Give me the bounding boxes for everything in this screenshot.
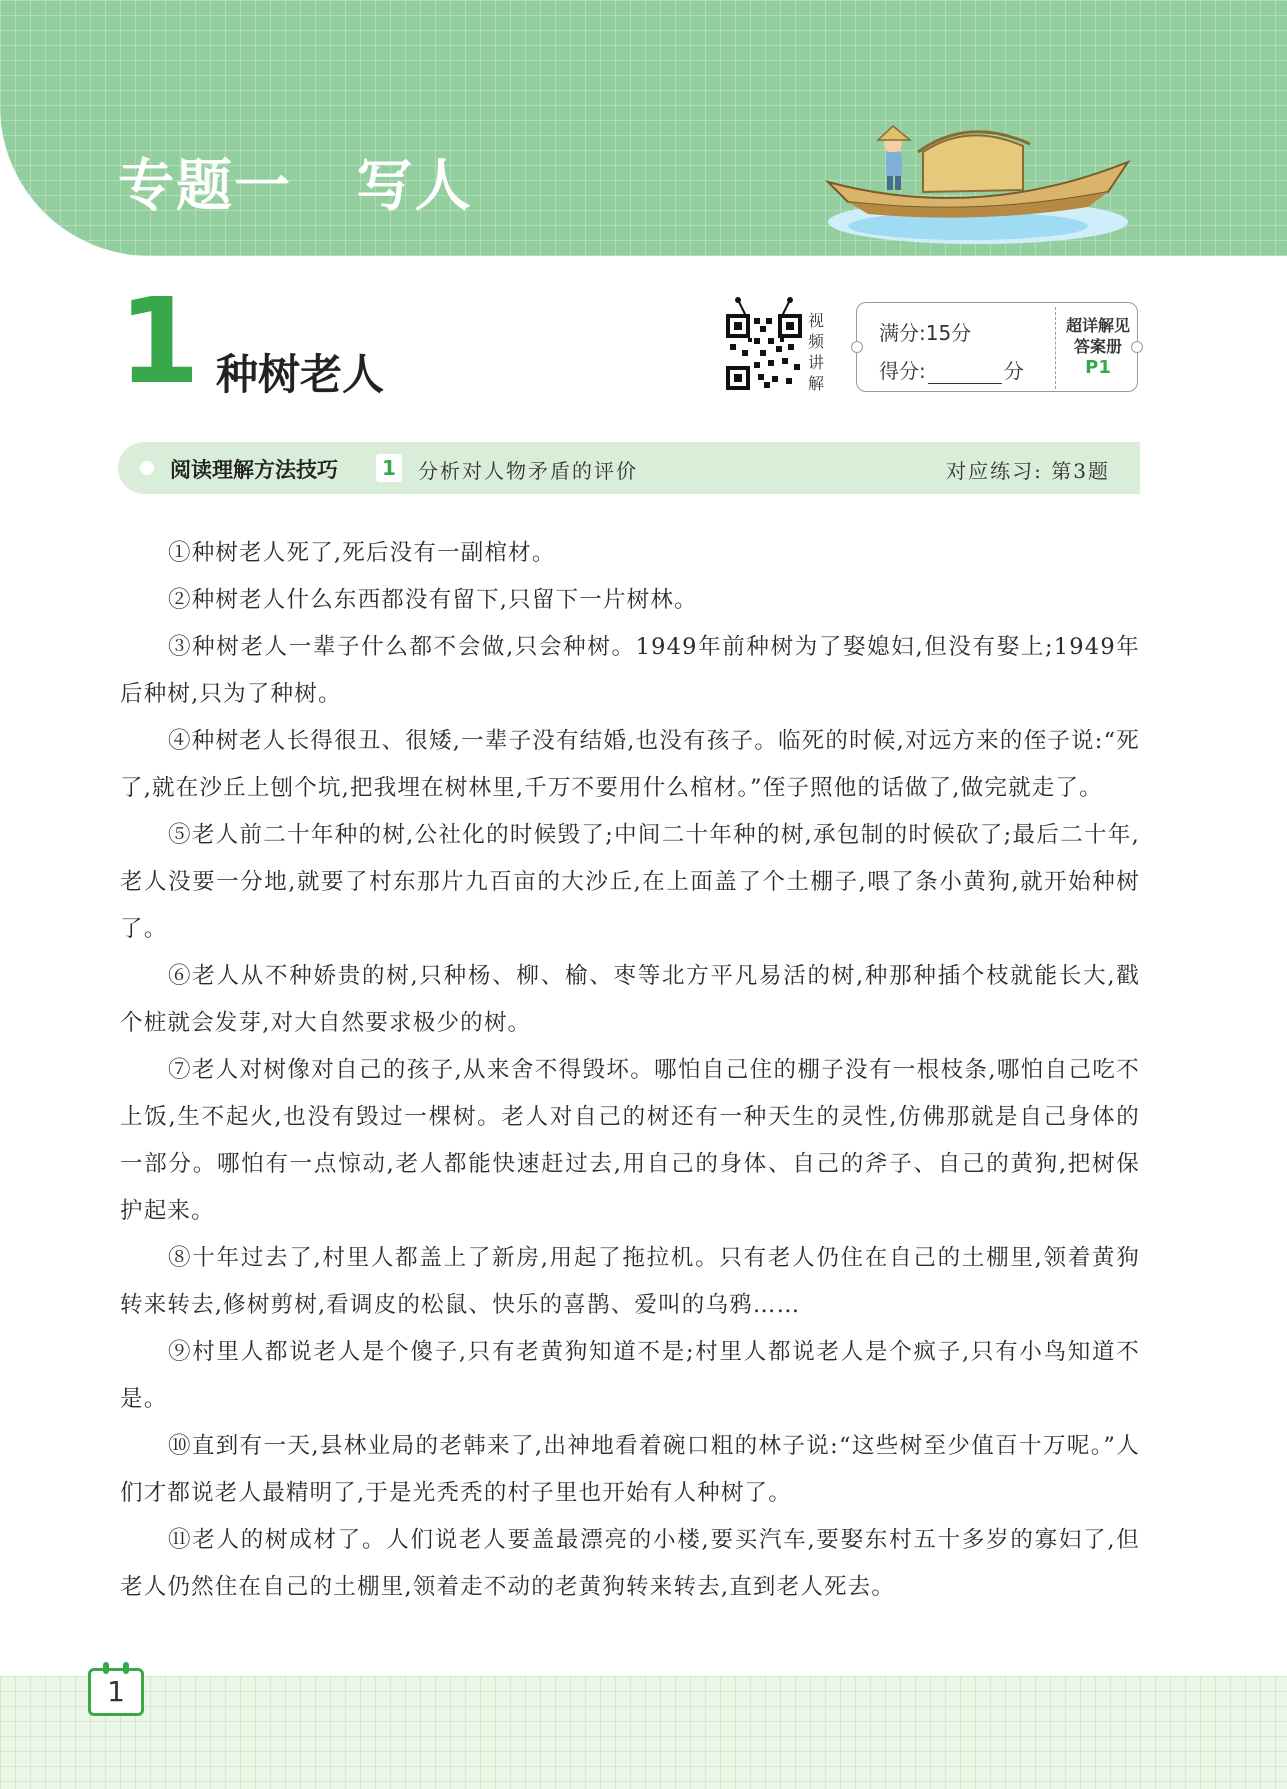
score-field[interactable] [879,355,1024,384]
score-card [856,302,1138,392]
qr-code-icon[interactable] [724,294,804,394]
score-blank[interactable] [928,363,1002,384]
paragraph-9: ⑨村里人都说老人是个傻子,只有老黄狗知道不是;村里人都说老人是个疯子,只有小鸟知道不是。 [120,1339,1140,1412]
paragraph-4: ④种树老人长得很丑、很矮,一辈子没有结婚,也没有孩子。临死的时候,对远方来的侄子说:“死了,就在沙丘上刨个坑,把我埋在树林里,千万不要用什么棺材。”侄子照他的话做了,做完就走了。 [120,728,1140,801]
method-number: 1 [376,454,402,482]
score-label: 得分: [879,359,926,383]
page-number [88,1668,144,1716]
video-lesson-label: 视 频 讲 解 [808,311,825,393]
answer-reference [1060,315,1136,378]
lesson-title: 种树老人 [216,350,385,399]
paragraph-6: ⑥老人从不种娇贵的树,只种杨、柳、榆、枣等北方平凡易活的树,种那种插个枝就能长大,戳个桩就会发芽,对大自然要求极少的树。 [120,963,1140,1036]
paragraph-1: ①种树老人死了,死后没有一副棺材。 [168,540,556,566]
lesson-number: 1 [118,272,201,410]
calendar-ring-icon [123,1662,129,1674]
practice-reference: 对应练习: 第3题 [946,459,1110,483]
paragraph-10: ⑩直到有一天,县林业局的老韩来了,出神地看着碗口粗的林子说:“这些树至少值百十万呢。”人们才都说老人最精明了,于是光秃秃的村子里也开始有人种树了。 [120,1433,1140,1506]
calendar-ring-icon [103,1662,109,1674]
paragraph-7: ⑦老人对树像对自己的孩子,从来舍不得毁坏。哪怕自己住的棚子没有一根枝条,哪怕自己吃不上饭,生不起火,也没有毁过一棵树。老人对自己的树还有一种天生的灵性,仿佛那就是自己身体的一部分。哪怕有一点惊动,老人都能快速赶过去,用自己的身体、自己的斧子、自己的黄狗,把树保护起来。 [120,1057,1140,1224]
method-description: 分析对人物矛盾的评价 [418,459,638,483]
answer-page: P1 [1085,357,1111,378]
footer-banner [0,1676,1287,1789]
paragraph-2: ②种树老人什么东西都没有留下,只留下一片树林。 [168,587,698,613]
score-card-divider [1055,307,1056,389]
bullet-dot-icon [140,461,154,475]
page-number-text: 1 [107,1675,125,1708]
paragraph-11: ⑪老人的树成材了。人们说老人要盖最漂亮的小楼,要买汽车,要娶东村五十多岁的寡妇了,但老人仍然住在自己的土棚里,领着走不动的老黄狗转来转去,直到老人死去。 [120,1527,1140,1600]
boat-illustration [818,122,1136,250]
answer-reference-text: 超详解见 答案册 [1065,316,1130,356]
full-score: 满分:15分 [879,321,972,345]
section-title: 专题一 写人 [118,154,473,219]
method-name: 阅读理解方法技巧 [170,458,338,482]
paragraph-8: ⑧十年过去了,村里人都盖上了新房,用起了拖拉机。只有老人仍住在自己的土棚里,领着黄狗转来转去,修树剪树,看调皮的松鼠、快乐的喜鹊、爱叫的乌鸦…… [120,1245,1140,1318]
score-card-notch [851,341,863,353]
method-skill-bar [118,442,1140,494]
score-unit: 分 [1003,359,1024,383]
reading-passage [120,530,1140,1611]
paragraph-3: ③种树老人一辈子什么都不会做,只会种树。1949年前种树为了娶媳妇,但没有娶上;1949年后种树,只为了种树。 [120,634,1140,707]
paragraph-5: ⑤老人前二十年种的树,公社化的时候毁了;中间二十年种的树,承包制的时候砍了;最后二十年,老人没要一分地,就要了村东那片九百亩的大沙丘,在上面盖了个土棚子,喂了条小黄狗,就开始种树了。 [120,822,1140,942]
